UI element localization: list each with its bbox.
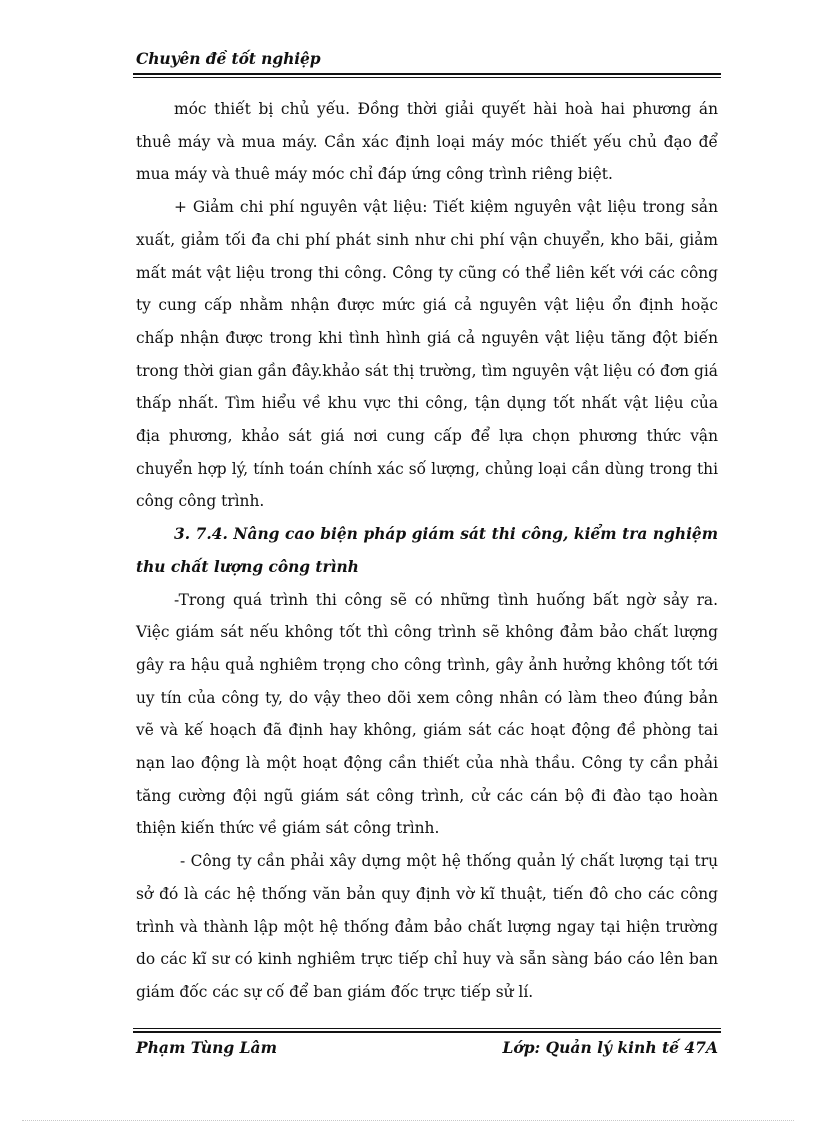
- header-divider-thin: [133, 77, 721, 78]
- paragraph-quality-system: - Công ty cần phải xây dựng một hệ thống quản lý chất lượng tại trụ sở đó là các hệ thống văn bản quy định vờ kĩ thuật, tiến đô cho các công trình và thành lập một hệ thống đảm bảo chất lượng ngay tại hiện trường do các kĩ sư có kinh nghiêm trực tiếp chỉ huy và sẵn sàng báo cáo lên ban giám đốc các sự cố để ban giám đốc trực tiếp sử lí.: [136, 852, 718, 1001]
- paragraph-machinery: móc thiết bị chủ yếu. Đồng thời giải quyết hài hoà hai phương án thuê máy và mua máy. Cần xác định loại máy móc thiết yếu chủ đạo để mua máy và thuê máy móc chỉ đáp ứng công trình riêng biệt.: [136, 100, 718, 184]
- section-heading: 3. 7.4. Nâng cao biện pháp giám sát thi công, kiểm tra nghiệm thu chất lượng công trình: [136, 525, 718, 576]
- footer-class-label: Lớp: Quản lý kinh tế 47A: [502, 1038, 718, 1057]
- paragraph-material-costs: + Giảm chi phí nguyên vật liệu: Tiết kiệm nguyên vật liệu trong sản xuất, giảm tối đa chi phí phát sinh như chi phí vận chuyển, kho bãi, giảm mất mát vật liệu trong thi công. Công ty cũng có thể liên kết với các công ty cung cấp nhằm nhận được mức giá cả nguyên vật liệu ổn định hoặc chấp nhận được trong khi tình hình giá cả nguyên vật liệu tăng đột biến trong thời gian gần đây.khảo sát thị trường, tìm nguyên vật liệu có đơn giá thấp nhất. Tìm hiểu về khu vực thi công, tận dụng tốt nhất vật liệu của địa phương, khảo sát giá nơi cung cấp để lựa chọn phương thức vận chuyển hợp lý, tính toán chính xác số lượng, chủng loại cần dùng trong thi công công trình.: [136, 198, 718, 511]
- paragraph-supervision: -Trong quá trình thi công sẽ có những tình huống bất ngờ sảy ra. Việc giám sát nếu không tốt thì công trình sẽ không đảm bảo chất lượng gây ra hậu quả nghiêm trọng cho công trình, gây ảnh hưởng không tốt tới uy tín của công ty, do vậy theo dõi xem công nhân có làm theo đúng bản vẽ và kế hoạch đã định hay không, giám sát các hoạt động đề phòng tai nạn lao động là một hoạt động cần thiết của nhà thầu. Công ty cần phải tăng cường đội ngũ giám sát công trình, cử các cán bộ đi đào tạo hoàn thiện kiến thức về giám sát công trình.: [136, 590, 718, 838]
- body-text: [136, 93, 718, 1009]
- footer-divider-thin: [133, 1028, 721, 1029]
- footer-author: Phạm Tùng Lâm: [136, 1038, 277, 1057]
- header-divider-thick: [133, 73, 721, 75]
- page-edge-divider: [22, 1120, 794, 1121]
- footer-divider-thick: [133, 1031, 721, 1033]
- header-title: Chuyên đề tốt nghiệp: [136, 49, 321, 68]
